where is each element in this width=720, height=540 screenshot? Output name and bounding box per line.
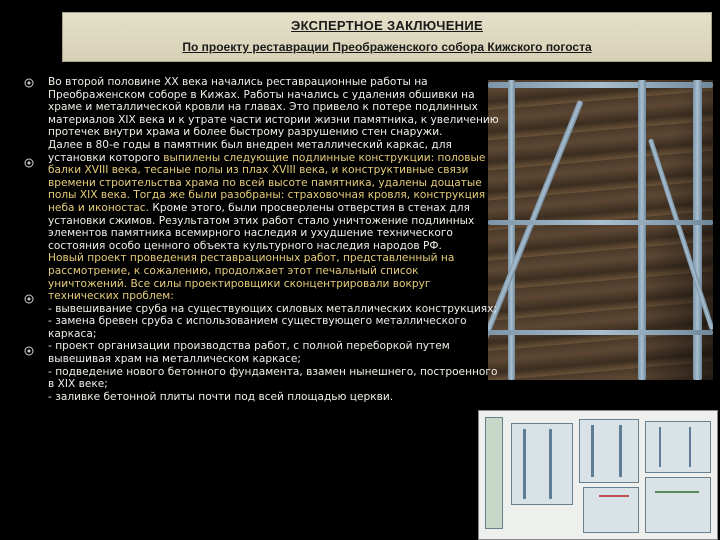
target-bullet-icon xyxy=(24,78,34,88)
expert-conclusion-text xyxy=(48,76,500,403)
paragraph-2-highlight: выпилены следующие подлинные конструкции: половые балки XVIII века, тесаные полы из плах XVIII века, и конструктивные связи времени строительства храма по всей высоте памятника, удалены дощатые полы XIX века. Тогда же были разобраны: страховочная кровля, конструкция неба и иконостас. xyxy=(48,151,486,214)
paragraph-1: Во второй половине XX века начались реставрационные работы на Преображенском соборе в Кижах. Работы начались с удаления обшивки на храме и металлической кровли на главах. Это привело к потере подлинных материалов XIX века и к утрате части истории жизни памятника, к увеличению протечек внутри храма и более быстрому разрушению стен снаружи. xyxy=(48,76,499,139)
paragraph-3: Новый проект проведения реставрационных работ, представленный на рассмотрение, к сожалению, продолжает этот печальный список уничтожений. Все силы проектировщики сконцентрировали вокруг технических проблем: xyxy=(48,252,455,303)
page-subtitle: По проекту реставрации Преображенского собора Кижского погоста xyxy=(182,40,592,54)
paragraph-2-start: Далее в 80-е годы в памятник был внедрен металлический каркас, для установки которого xyxy=(48,138,452,164)
title-box xyxy=(62,12,712,62)
target-bullet-icon xyxy=(24,294,34,304)
target-bullet-icon xyxy=(24,158,34,168)
target-bullet-icon xyxy=(24,346,34,356)
page-title: ЭКСПЕРТНОЕ ЗАКЛЮЧЕНИЕ xyxy=(291,18,483,33)
interior-frame-photo xyxy=(488,80,713,380)
paragraph-2-end: Кроме этого, были просверлены отверстия в стенах для установки сжимов. Результатом этих работ стало уничтожение подлинных элементов памятника всемирного наследия и ухудшение технического состояния особо ценного объекта культурного наследия народов РФ. xyxy=(48,201,475,252)
technical-drawings-photo xyxy=(478,410,718,540)
paragraph-4-list: - вывешивание сруба на существующих силовых металлических конструкциях; - замена бревен сруба с использованием существующего металлического каркаса; - проект организации производства работ, с полной переборкой путем вывешивая храм на металлическом каркасе; - подведение нового бетонного фундамента, взамен нынешнего, построенного в XIX веке; - заливке бетонной плиты почти под всей площадью церкви. xyxy=(48,302,498,403)
